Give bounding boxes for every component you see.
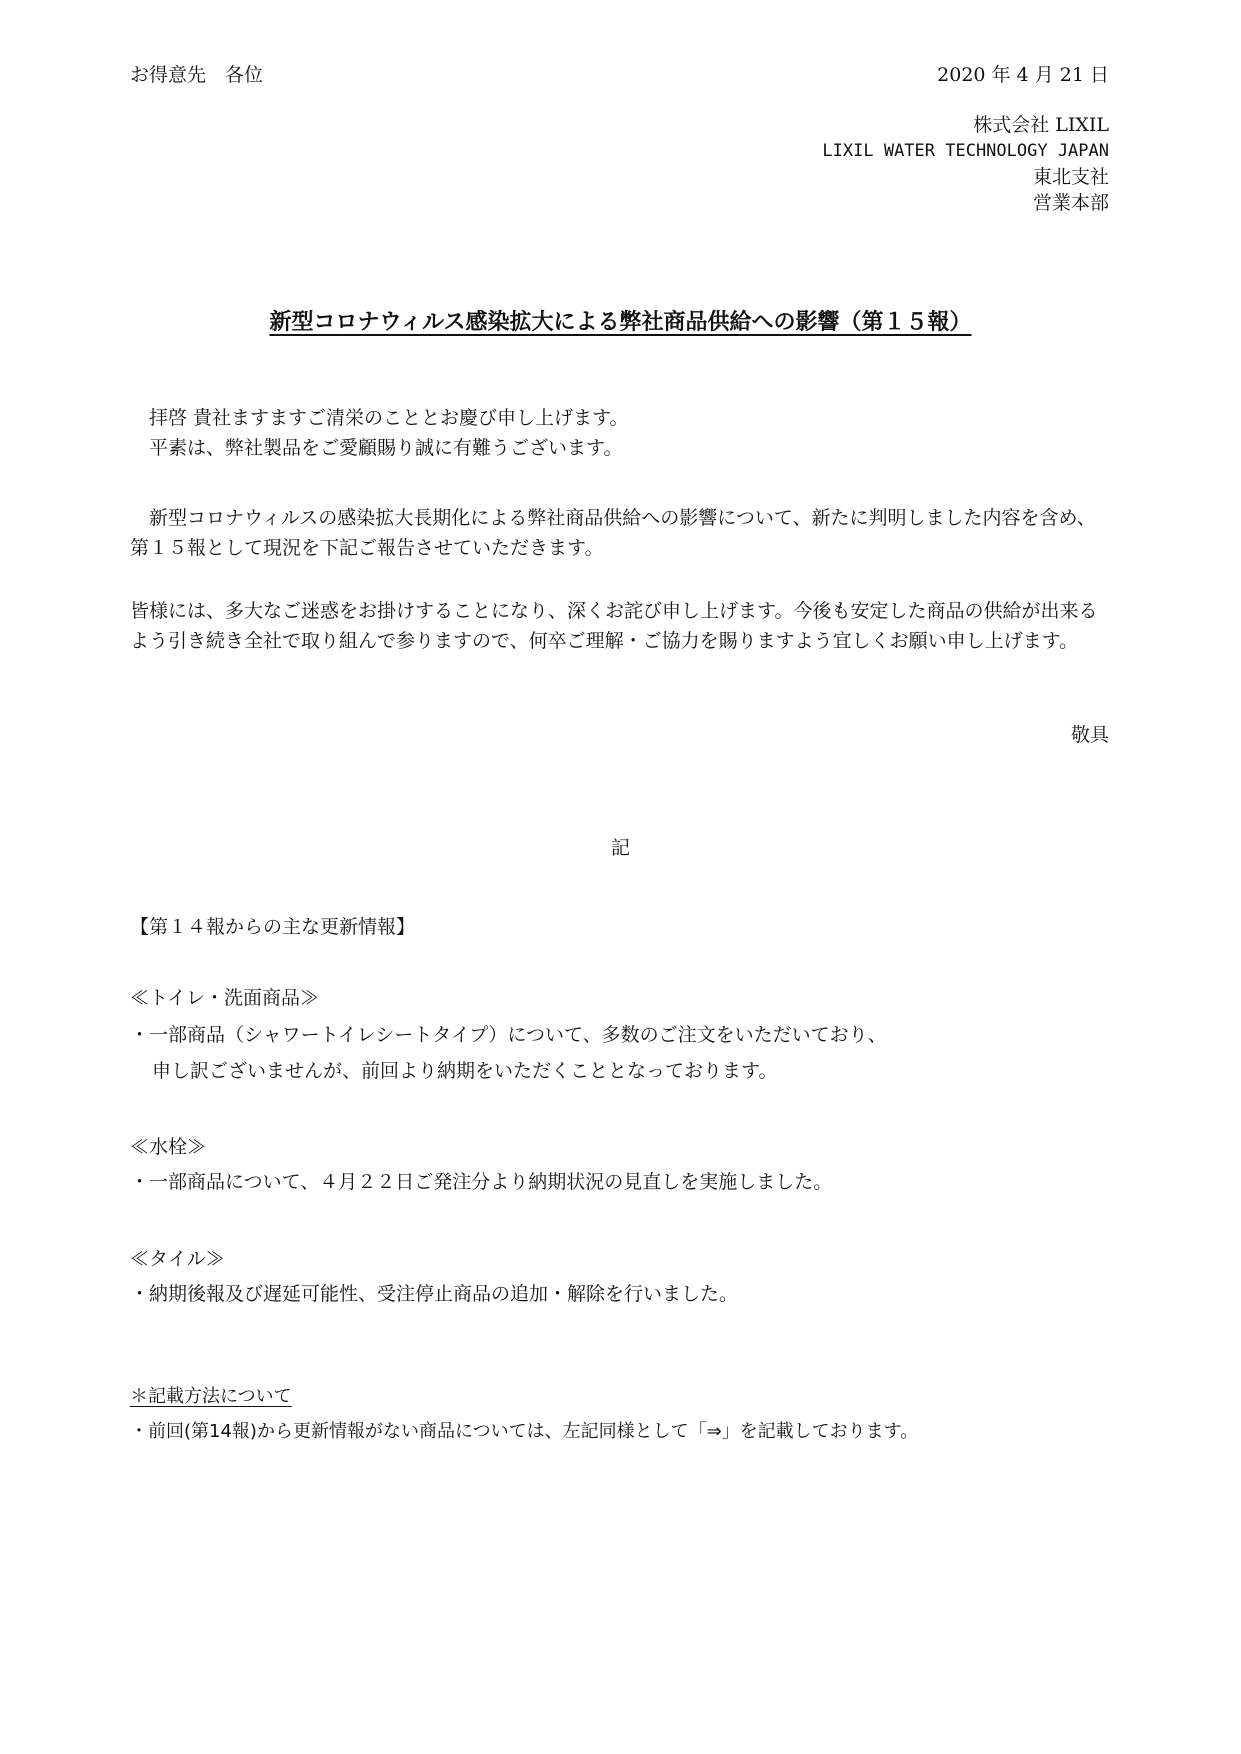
addressee: お得意先 各位 [130, 64, 264, 86]
faucet-bullet-line: ・一部商品について、４月２２日ご発注分より納期状況の見直しを実施しました。 [130, 1171, 833, 1193]
updates-header: 【第１４報からの主な更新情報】 [130, 916, 416, 938]
closing-word: 敬具 [1070, 724, 1109, 746]
body-paragraph-2: 皆様には、多大なご迷惑をお掛けすることになり、深くお詫び申し上げます。今後も安定した商品の供給が出来るよう引き続き全社で取り組んで参りますので、何卒ご理解・ご協力を賜りますよう宜しくお願い申し上げます。 [130, 600, 1098, 652]
document-title-text: 新型コロナウィルス感染拡大による弊社商品供給への影響（第１５報） [269, 310, 972, 335]
note-heading-text: ＊記載方法について [130, 1386, 292, 1407]
document-date: 2020 年 4 月 21 日 [937, 64, 1109, 86]
sender-division: LIXIL WATER TECHNOLOGY JAPAN [822, 141, 1109, 161]
sender-company: 株式会社 LIXIL [973, 114, 1109, 136]
tile-bullet-line: ・納期後報及び遅延可能性、受注停止商品の追加・解除を行いました。 [130, 1283, 739, 1305]
toilet-bullet-line-1: ・一部商品（シャワートイレシートタイプ）について、多数のご注文をいただいており、 [130, 1024, 887, 1046]
note-heading [130, 1382, 292, 1408]
toilet-bullet-line-2: 申し訳ございませんが、前回より納期をいただくこととなっております。 [152, 1060, 778, 1082]
body-paragraph-1: 新型コロナウィルスの感染拡大長期化による弊社商品供給への影響について、新たに判明しました内容を含め、第１５報として現況を下記ご報告させていただきます。 [130, 507, 1096, 559]
sender-branch: 東北支社 [1032, 166, 1109, 188]
greeting-line-1: 拝啓 貴社ますますご清栄のこととお慶び申し上げます。 [149, 407, 629, 429]
section-heading-tile: ≪タイル≫ [130, 1248, 225, 1270]
document-title [0, 305, 1241, 336]
sender-department: 営業本部 [1032, 192, 1109, 214]
note-line: ・前回(第14報)から更新情報がない商品については、左記同様として「⇒」を記載しております。 [130, 1421, 919, 1442]
sender-block [509, 112, 1109, 216]
section-heading-toilet: ≪トイレ・洗面商品≫ [130, 987, 320, 1009]
greeting-line-2: 平素は、弊社製品をご愛顧賜り誠に有難うございます。 [149, 437, 623, 459]
ki-marker: 記 [610, 837, 630, 859]
section-heading-faucet: ≪水栓≫ [130, 1136, 207, 1158]
